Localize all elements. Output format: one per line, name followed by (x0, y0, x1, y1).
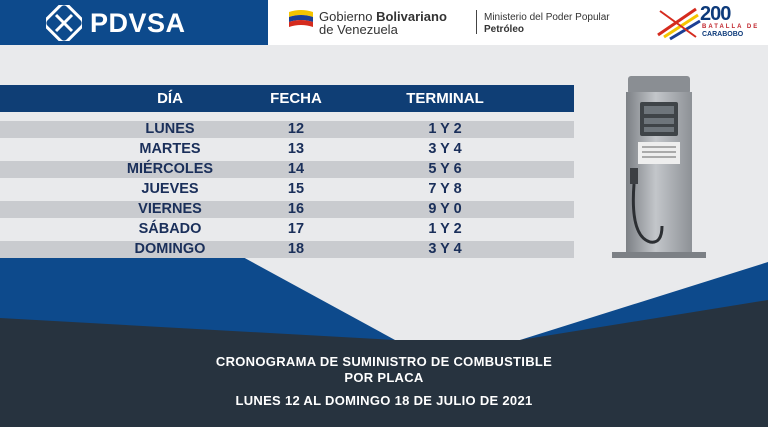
row-date: 15 (287, 181, 305, 197)
row-terminal: 1 Y 2 (428, 121, 462, 137)
row-day: VIERNES (138, 201, 202, 217)
schedule-date-range: LUNES 12 AL DOMINGO 18 DE JULIO DE 2021 (235, 393, 533, 408)
fuel-pump-icon (600, 66, 720, 266)
table-row (0, 141, 574, 158)
row-date: 13 (287, 141, 305, 157)
table-row (0, 201, 574, 218)
column-header-day: DÍA (157, 90, 183, 107)
row-date: 12 (287, 121, 305, 137)
row-terminal: 5 Y 6 (428, 161, 462, 177)
row-day: JUEVES (141, 181, 199, 197)
row-terminal: 7 Y 8 (428, 181, 462, 197)
ministry-name-line1: Ministerio del Poder Popular (484, 12, 610, 23)
government-name-line2: de Venezuela (319, 22, 398, 37)
row-terminal: 3 Y 4 (428, 241, 462, 257)
row-date: 14 (287, 161, 305, 177)
schedule-title-line2: POR PLACA (344, 370, 424, 385)
brand-name: PDVSA (90, 8, 186, 38)
row-date: 16 (287, 201, 305, 217)
table-row (0, 221, 574, 238)
venezuela-flag-icon (287, 8, 315, 30)
row-date: 18 (287, 241, 305, 257)
row-date: 17 (287, 221, 305, 237)
bicentennial-text-line2: CARABOBO (702, 31, 744, 38)
table-row (0, 121, 574, 138)
row-day: MARTES (139, 141, 201, 157)
government-name-line1: Gobierno Bolivariano (319, 9, 447, 24)
table-row (0, 181, 574, 198)
table-row (0, 241, 574, 258)
pdvsa-logo-icon (46, 5, 82, 41)
header-divider (476, 10, 477, 34)
row-terminal: 1 Y 2 (428, 221, 462, 237)
row-day: SÁBADO (138, 221, 202, 237)
schedule-title-line1: CRONOGRAMA DE SUMINISTRO DE COMBUSTIBLE (215, 354, 553, 369)
schedule-table-header (0, 85, 574, 112)
row-day: MIÉRCOLES (126, 161, 214, 177)
row-day: DOMINGO (134, 241, 206, 257)
column-header-date: FECHA (270, 90, 322, 107)
table-row (0, 161, 574, 178)
column-header-terminal: TERMINAL (406, 90, 484, 107)
row-terminal: 3 Y 4 (428, 141, 462, 157)
bicentennial-number: 200 (700, 3, 731, 25)
bicentennial-text-line1: BATALLA DE (702, 24, 760, 30)
row-terminal: 9 Y 0 (428, 201, 462, 217)
row-day: LUNES (145, 121, 195, 137)
ministry-name-line2: Petróleo (484, 24, 525, 35)
